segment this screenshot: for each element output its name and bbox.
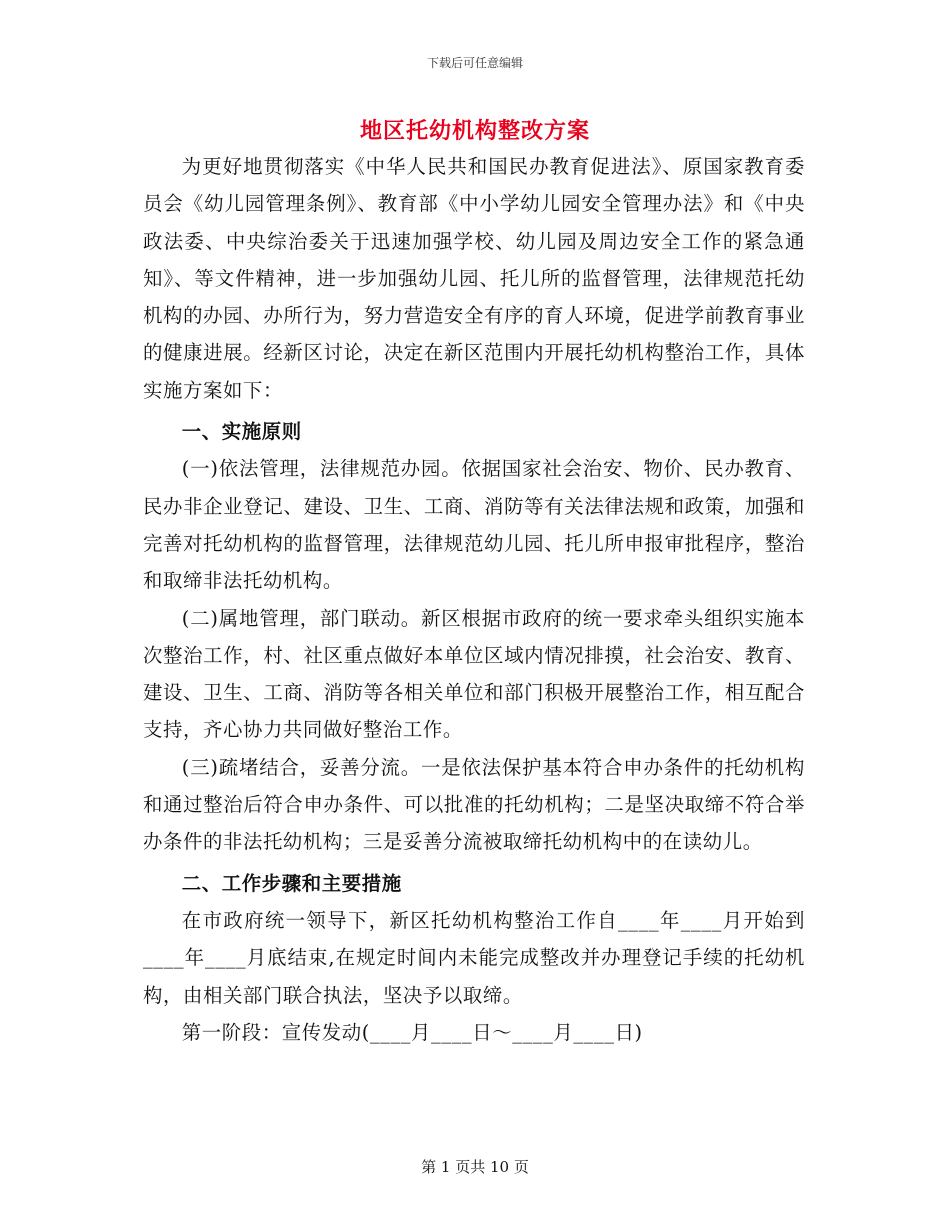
- document-body: [143, 148, 805, 1051]
- intro-paragraph: 为更好地贯彻落实《中华人民共和国民办教育促进法》、原国家教育委员会《幼儿园管理条例》、教育部《中小学幼儿园安全管理办法》和《中央政法委、中央综治委关于迅速加强学校、幼儿园及周边安全工作的紧急通知》、等文件精神，进一步加强幼儿园、托儿所的监督管理，法律规范托幼机构的办园、办所行为，努力营造安全有序的育人环境，促进学前教育事业的健康进展。经新区讨论，决定在新区范围内开展托幼机构整治工作，具体实施方案如下：: [143, 155, 805, 402]
- section-heading-principles: 一、实施原则: [181, 420, 302, 444]
- section-heading-steps: 二、工作步骤和主要措施: [181, 871, 402, 895]
- document-title: 地区托幼机构整改方案: [359, 118, 590, 144]
- principle-paragraph-3: (三)疏堵结合，妥善分流。一是依法保护基本符合申办条件的托幼机构和通过整治后符合申办条件、可以批准的托幼机构；二是坚决取缔不符合举办条件的非法托幼机构；三是妥善分流被取缔托幼机构中的在读幼儿。: [143, 755, 805, 854]
- page-footer: 第 1 页共 10 页: [421, 1158, 529, 1176]
- principle-paragraph-2: (二)属地管理，部门联动。新区根据市政府的统一要求牵头组织实施本次整治工作，村、社区重点做好本单位区域内情况排摸，社会治安、教育、建设、卫生、工商、消防等各相关单位和部门积极开展整治工作，相互配合支持，齐心协力共同做好整治工作。: [143, 606, 805, 742]
- principle-paragraph-1: (一)依法管理，法律规范办园。依据国家社会治安、物价、民办教育、民办非企业登记、建设、卫生、工商、消防等有关法律法规和政策，加强和完善对托幼机构的监督管理，法律规范幼儿园、托儿所申报审批程序，整治和取缔非法托幼机构。: [143, 457, 805, 593]
- steps-paragraph-1: 在市政府统一领导下，新区托幼机构整治工作自____年____月开始到____年____月底结束,在规定时间内未能完成整改并办理登记手续的托幼机构，由相关部门联合执法，坚决予以取缔。: [143, 908, 805, 1007]
- stage-one-line: 第一阶段：宣传发动(____月____日～____月____日): [181, 1020, 643, 1044]
- header-note: 下载后可任意编辑: [426, 56, 523, 70]
